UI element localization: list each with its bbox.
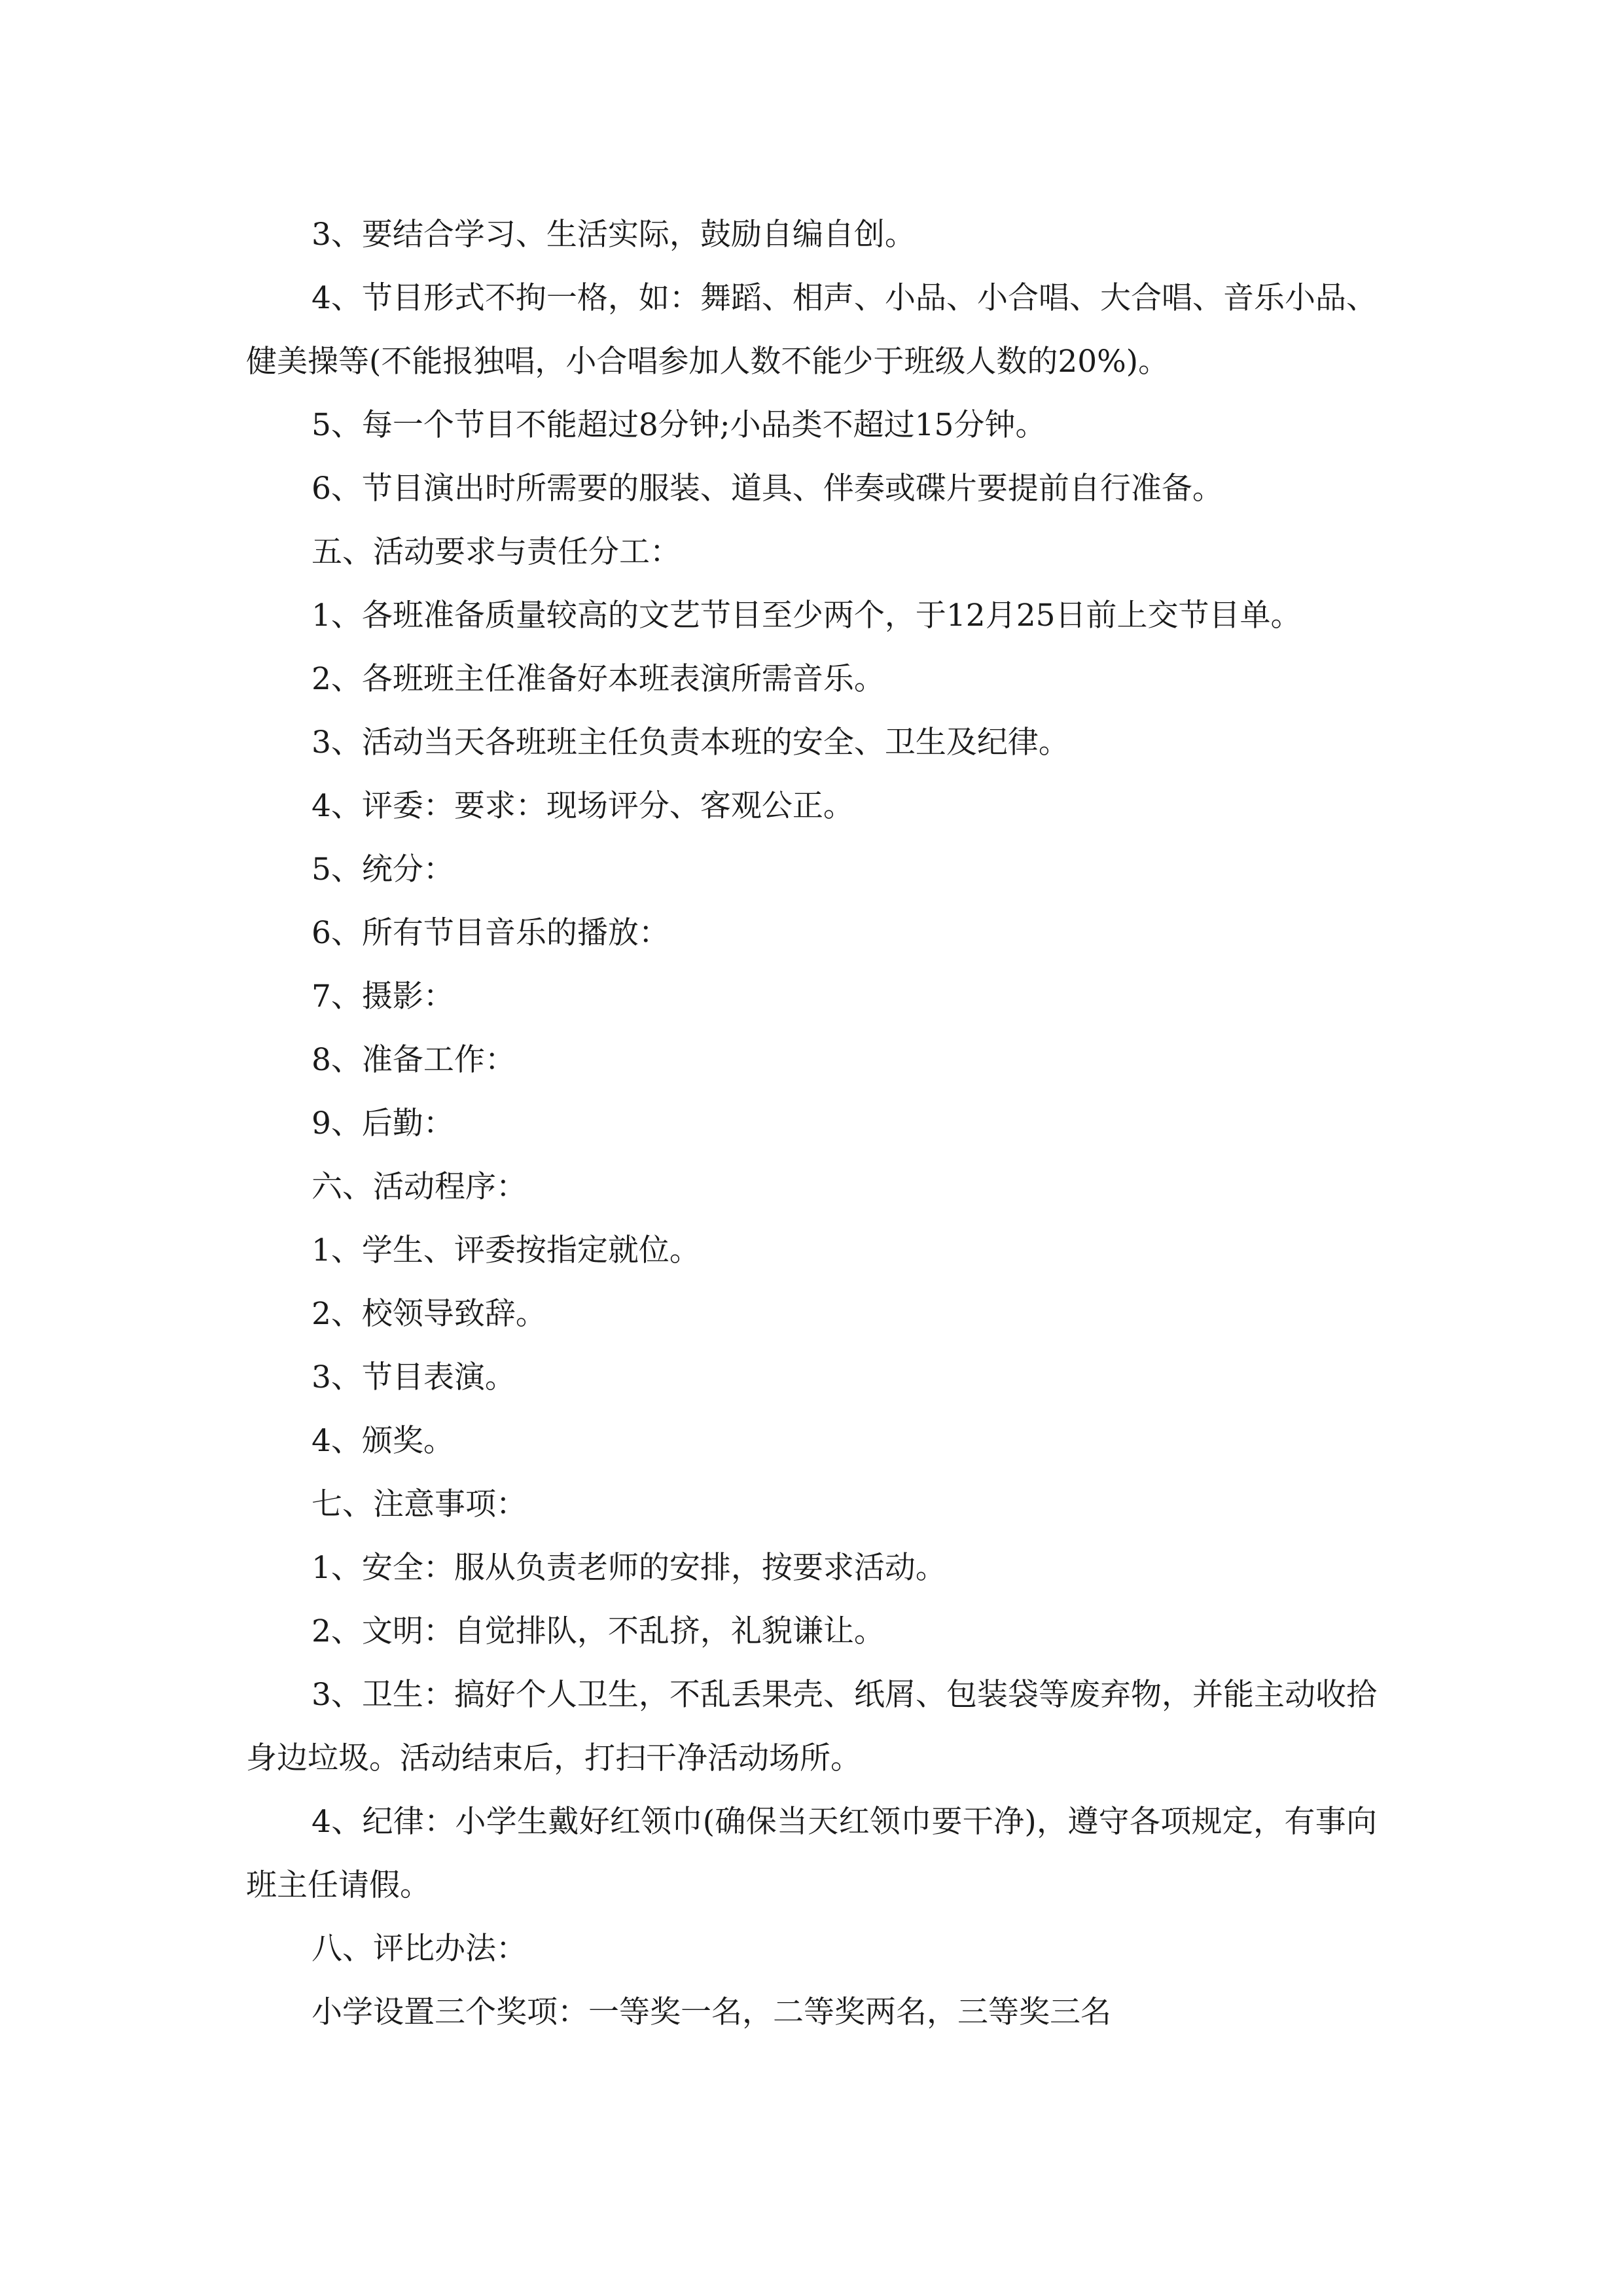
- paragraph: 2、校领导致辞。: [312, 1296, 546, 1332]
- paragraph: 6、所有节目音乐的播放：: [312, 915, 669, 951]
- paragraph: 5、每一个节目不能超过8分钟;小品类不超过15分钟。: [312, 407, 1046, 443]
- paragraph: 2、各班班主任准备好本班表演所需音乐。: [312, 661, 885, 697]
- paragraph: 8、准备工作：: [312, 1042, 516, 1078]
- paragraph: 1、学生、评委按指定就位。: [312, 1232, 700, 1268]
- paragraph: 小学设置三个奖项：一等奖一名，二等奖两名，三等奖三名: [312, 1994, 1111, 2030]
- paragraph: 4、节目形式不拘一格，如：舞蹈、相声、小品、小合唱、大合唱、音乐小品、健美操等(不能报独唱，小合唱参加人数不能少于班级人数的20%)。: [246, 280, 1377, 380]
- section-heading: 七、注意事项：: [312, 1486, 527, 1522]
- paragraph: 3、节目表演。: [312, 1359, 516, 1395]
- paragraph: 9、后勤：: [312, 1105, 454, 1141]
- paragraph: 7、摄影：: [312, 978, 454, 1014]
- paragraph: 4、颁奖。: [312, 1423, 454, 1459]
- section-heading: 八、评比办法：: [312, 1931, 527, 1967]
- section-heading: 六、活动程序：: [312, 1169, 527, 1205]
- document-body: [246, 203, 1377, 2044]
- paragraph: 5、统分：: [312, 852, 454, 888]
- paragraph: 4、评委：要求：现场评分、客观公正。: [312, 788, 854, 824]
- section-heading: 五、活动要求与责任分工：: [312, 534, 681, 570]
- paragraph: 6、节目演出时所需要的服装、道具、伴奏或碟片要提前自行准备。: [312, 471, 1223, 507]
- paragraph: 4、纪律：小学生戴好红领巾(确保当天红领巾要干净)，遵守各项规定，有事向班主任请假。: [246, 1804, 1377, 1903]
- paragraph: 2、文明：自觉排队，不乱挤，礼貌谦让。: [312, 1613, 885, 1649]
- paragraph: 3、要结合学习、生活实际，鼓励自编自创。: [312, 217, 916, 253]
- paragraph: 1、各班准备质量较高的文艺节目至少两个，于12月25日前上交节目单。: [312, 598, 1302, 634]
- paragraph: 3、卫生：搞好个人卫生，不乱丢果壳、纸屑、包装袋等废弃物，并能主动收拾身边垃圾。活动结束后，打扫干净活动场所。: [246, 1677, 1377, 1776]
- paragraph: 3、活动当天各班班主任负责本班的安全、卫生及纪律。: [312, 725, 1069, 761]
- paragraph: 1、安全：服从负责老师的安排，按要求活动。: [312, 1550, 946, 1586]
